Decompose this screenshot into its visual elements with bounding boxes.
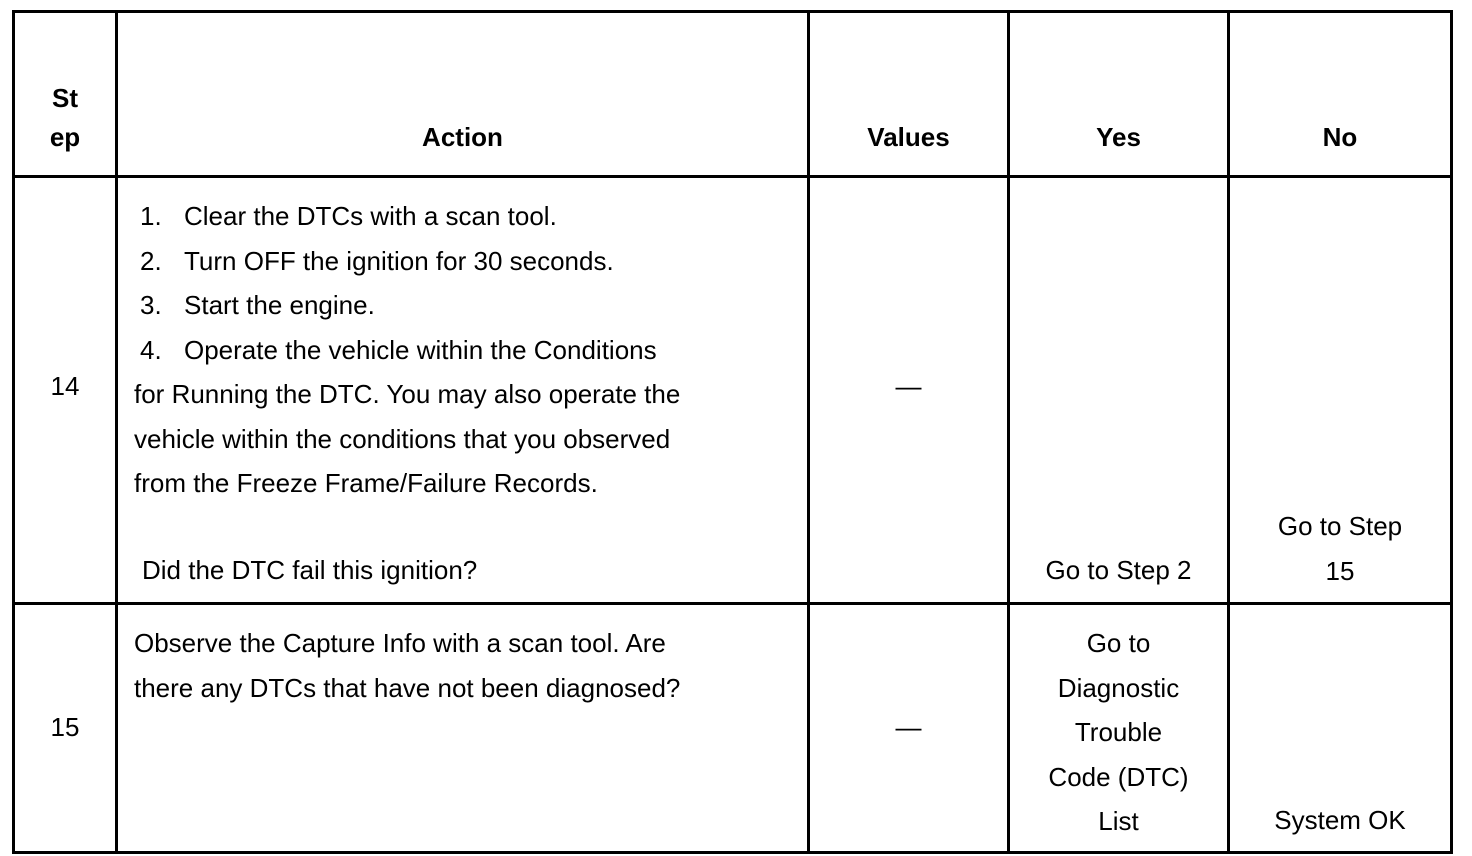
- action-question: Did the DTC fail this ignition?: [142, 555, 478, 585]
- no-cell: [1229, 177, 1452, 604]
- yes-result-line: Code (DTC): [1048, 761, 1189, 792]
- list-item: [136, 283, 776, 328]
- yes-cell: [1009, 177, 1229, 604]
- values-dash: —: [895, 712, 922, 742]
- action-line: for Running the DTC. You may also operate the: [134, 379, 681, 409]
- action-cell: [117, 177, 809, 604]
- no-result-line: Go to Step: [1277, 511, 1403, 541]
- yes-result: Go to Step 2: [1045, 555, 1192, 585]
- step-number: 14: [50, 371, 80, 401]
- header-step-line1: St: [52, 83, 78, 113]
- header-no: No: [1229, 12, 1452, 177]
- values-cell: [809, 604, 1009, 853]
- no-result: [1230, 504, 1450, 593]
- action-steps-list: [136, 194, 776, 372]
- no-result-line: 15: [1325, 555, 1355, 586]
- header-values: Values: [809, 12, 1009, 177]
- diagnostic-table: [12, 10, 1453, 854]
- action-cell: [117, 604, 809, 853]
- yes-result-line: Trouble: [1074, 717, 1163, 747]
- header-step: [14, 12, 117, 177]
- no-result: System OK: [1274, 805, 1406, 835]
- yes-result-line: Go to: [1086, 628, 1151, 658]
- action-line: there any DTCs that have not been diagnosed?: [134, 672, 681, 703]
- no-cell: [1229, 604, 1452, 853]
- yes-result-line: List: [1098, 806, 1139, 836]
- list-item: [136, 194, 776, 239]
- action-line: Observe the Capture Info with a scan tool. Are: [134, 628, 666, 658]
- list-item-number: 3.: [140, 290, 162, 320]
- list-item: [136, 239, 776, 284]
- list-item-number: 1.: [140, 201, 162, 231]
- action-line: vehicle within the conditions that you observed: [134, 423, 671, 454]
- yes-result: [1010, 621, 1227, 844]
- list-item-text: Start the engine.: [184, 290, 375, 320]
- header-step-line2: ep: [49, 122, 81, 152]
- list-item-number: 4.: [140, 334, 162, 365]
- yes-cell: [1009, 604, 1229, 853]
- step-cell: [14, 177, 117, 604]
- values-dash: —: [895, 371, 922, 401]
- table-row: [14, 177, 1452, 604]
- header-yes: Yes: [1009, 12, 1229, 177]
- table-row: [14, 604, 1452, 853]
- list-item-number: 2.: [140, 245, 162, 276]
- yes-result-line: Diagnostic: [1057, 672, 1180, 703]
- header-row: [14, 12, 1452, 177]
- list-item: [136, 328, 776, 373]
- step-number: 15: [50, 712, 80, 742]
- list-item-text: Turn OFF the ignition for 30 seconds.: [184, 245, 614, 276]
- action-text: [134, 621, 774, 710]
- list-item-text: Clear the DTCs with a scan tool.: [184, 201, 557, 231]
- list-item-text: Operate the vehicle within the Conditions: [184, 334, 657, 365]
- step-cell: [14, 604, 117, 853]
- header-action: Action: [117, 12, 809, 177]
- action-continuation: [134, 372, 784, 506]
- values-cell: [809, 177, 1009, 604]
- action-line: from the Freeze Frame/Failure Records.: [134, 468, 598, 498]
